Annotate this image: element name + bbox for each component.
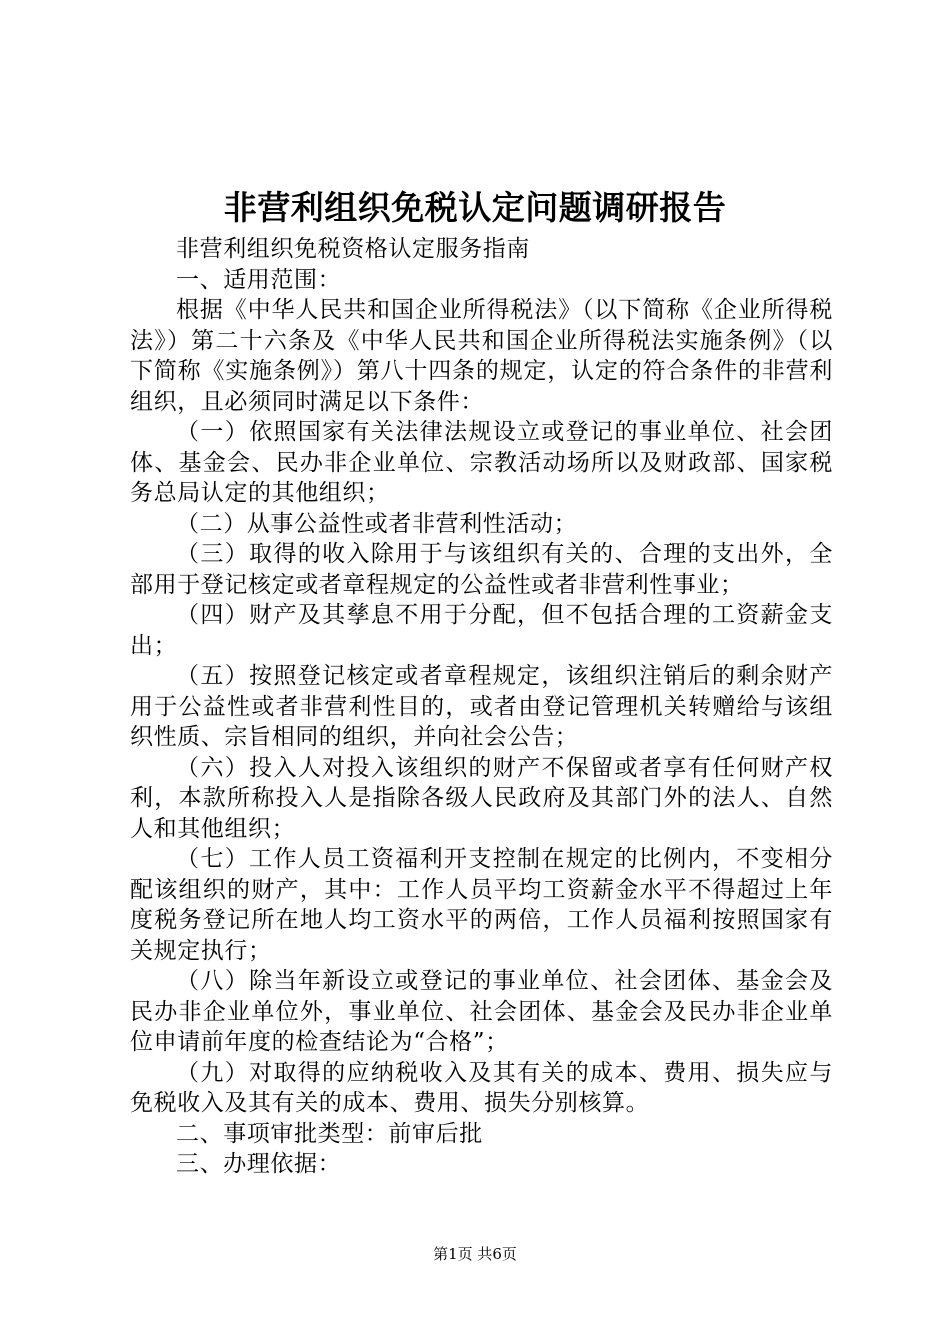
paragraph-condition-6: （六）投入人对投入该组织的财产不保留或者享有任何财产权利，本款所称投入人是指除各级人民政府及其部门外的法人、自然人和其他组织； bbox=[130, 754, 833, 842]
paragraph-condition-5: （五）按照登记核定或者章程规定，该组织注销后的剩余财产用于公益性或者非营利性目的，或者由登记管理机关转赠给与该组织性质、宗旨相同的组织，并向社会公告； bbox=[130, 663, 833, 750]
paragraph-condition-2: （二）从事公益性或者非营利性活动； bbox=[176, 510, 578, 537]
paragraph-condition-7: （七）工作人员工资福利开支控制在规定的比例内，不变相分配该组织的财产，其中：工作人员平均工资薪金水平不得超过上年度税务登记所在地人均工资水平的两倍，工作人员福利按照国家有关规定执行； bbox=[130, 846, 833, 964]
document-body bbox=[130, 234, 833, 1180]
paragraph-condition-1: （一）依照国家有关法律法规设立或登记的事业单位、社会团体、基金会、民办非企业单位、宗教活动场所以及财政部、国家税务总局认定的其他组织； bbox=[130, 419, 833, 506]
paragraph-condition-9: （九）对取得的应纳税收入及其有关的成本、费用、损失应与免税收入及其有关的成本、费用、损失分别核算。 bbox=[130, 1059, 833, 1116]
paragraph-section-2-heading: 二、事项审批类型：前审后批 bbox=[176, 1120, 483, 1147]
paragraph-section-1-heading: 一、适用范围： bbox=[176, 266, 342, 293]
paragraph-condition-4: （四）财产及其孳息不用于分配，但不包括合理的工资薪金支出； bbox=[130, 602, 833, 659]
paragraph-condition-3: （三）取得的收入除用于与该组织有关的、合理的支出外，全部用于登记核定或者章程规定的公益性或者非营利性事业； bbox=[130, 541, 833, 598]
paragraph-legal-basis: 根据《中华人民共和国企业所得税法》（以下简称《企业所得税法》）第二十六条及《中华人民共和国企业所得税法实施条例》（以下简称《实施条例》）第八十四条的规定，认定的符合条件的非营利组织，且必须同时满足以下条件： bbox=[130, 297, 833, 415]
paragraph-subtitle: 非营利组织免税资格认定服务指南 bbox=[176, 236, 530, 262]
page-number-footer: 第1页 共6页 bbox=[433, 1245, 517, 1263]
document-title: 非营利组织免税认定问题调研报告 bbox=[223, 188, 727, 227]
paragraph-condition-8: （八）除当年新设立或登记的事业单位、社会团体、基金会及民办非企业单位外，事业单位、社会团体、基金会及民办非企业单位申请前年度的检查结论为“合格”； bbox=[130, 968, 833, 1055]
paragraph-section-3-heading: 三、办理依据： bbox=[176, 1151, 342, 1177]
